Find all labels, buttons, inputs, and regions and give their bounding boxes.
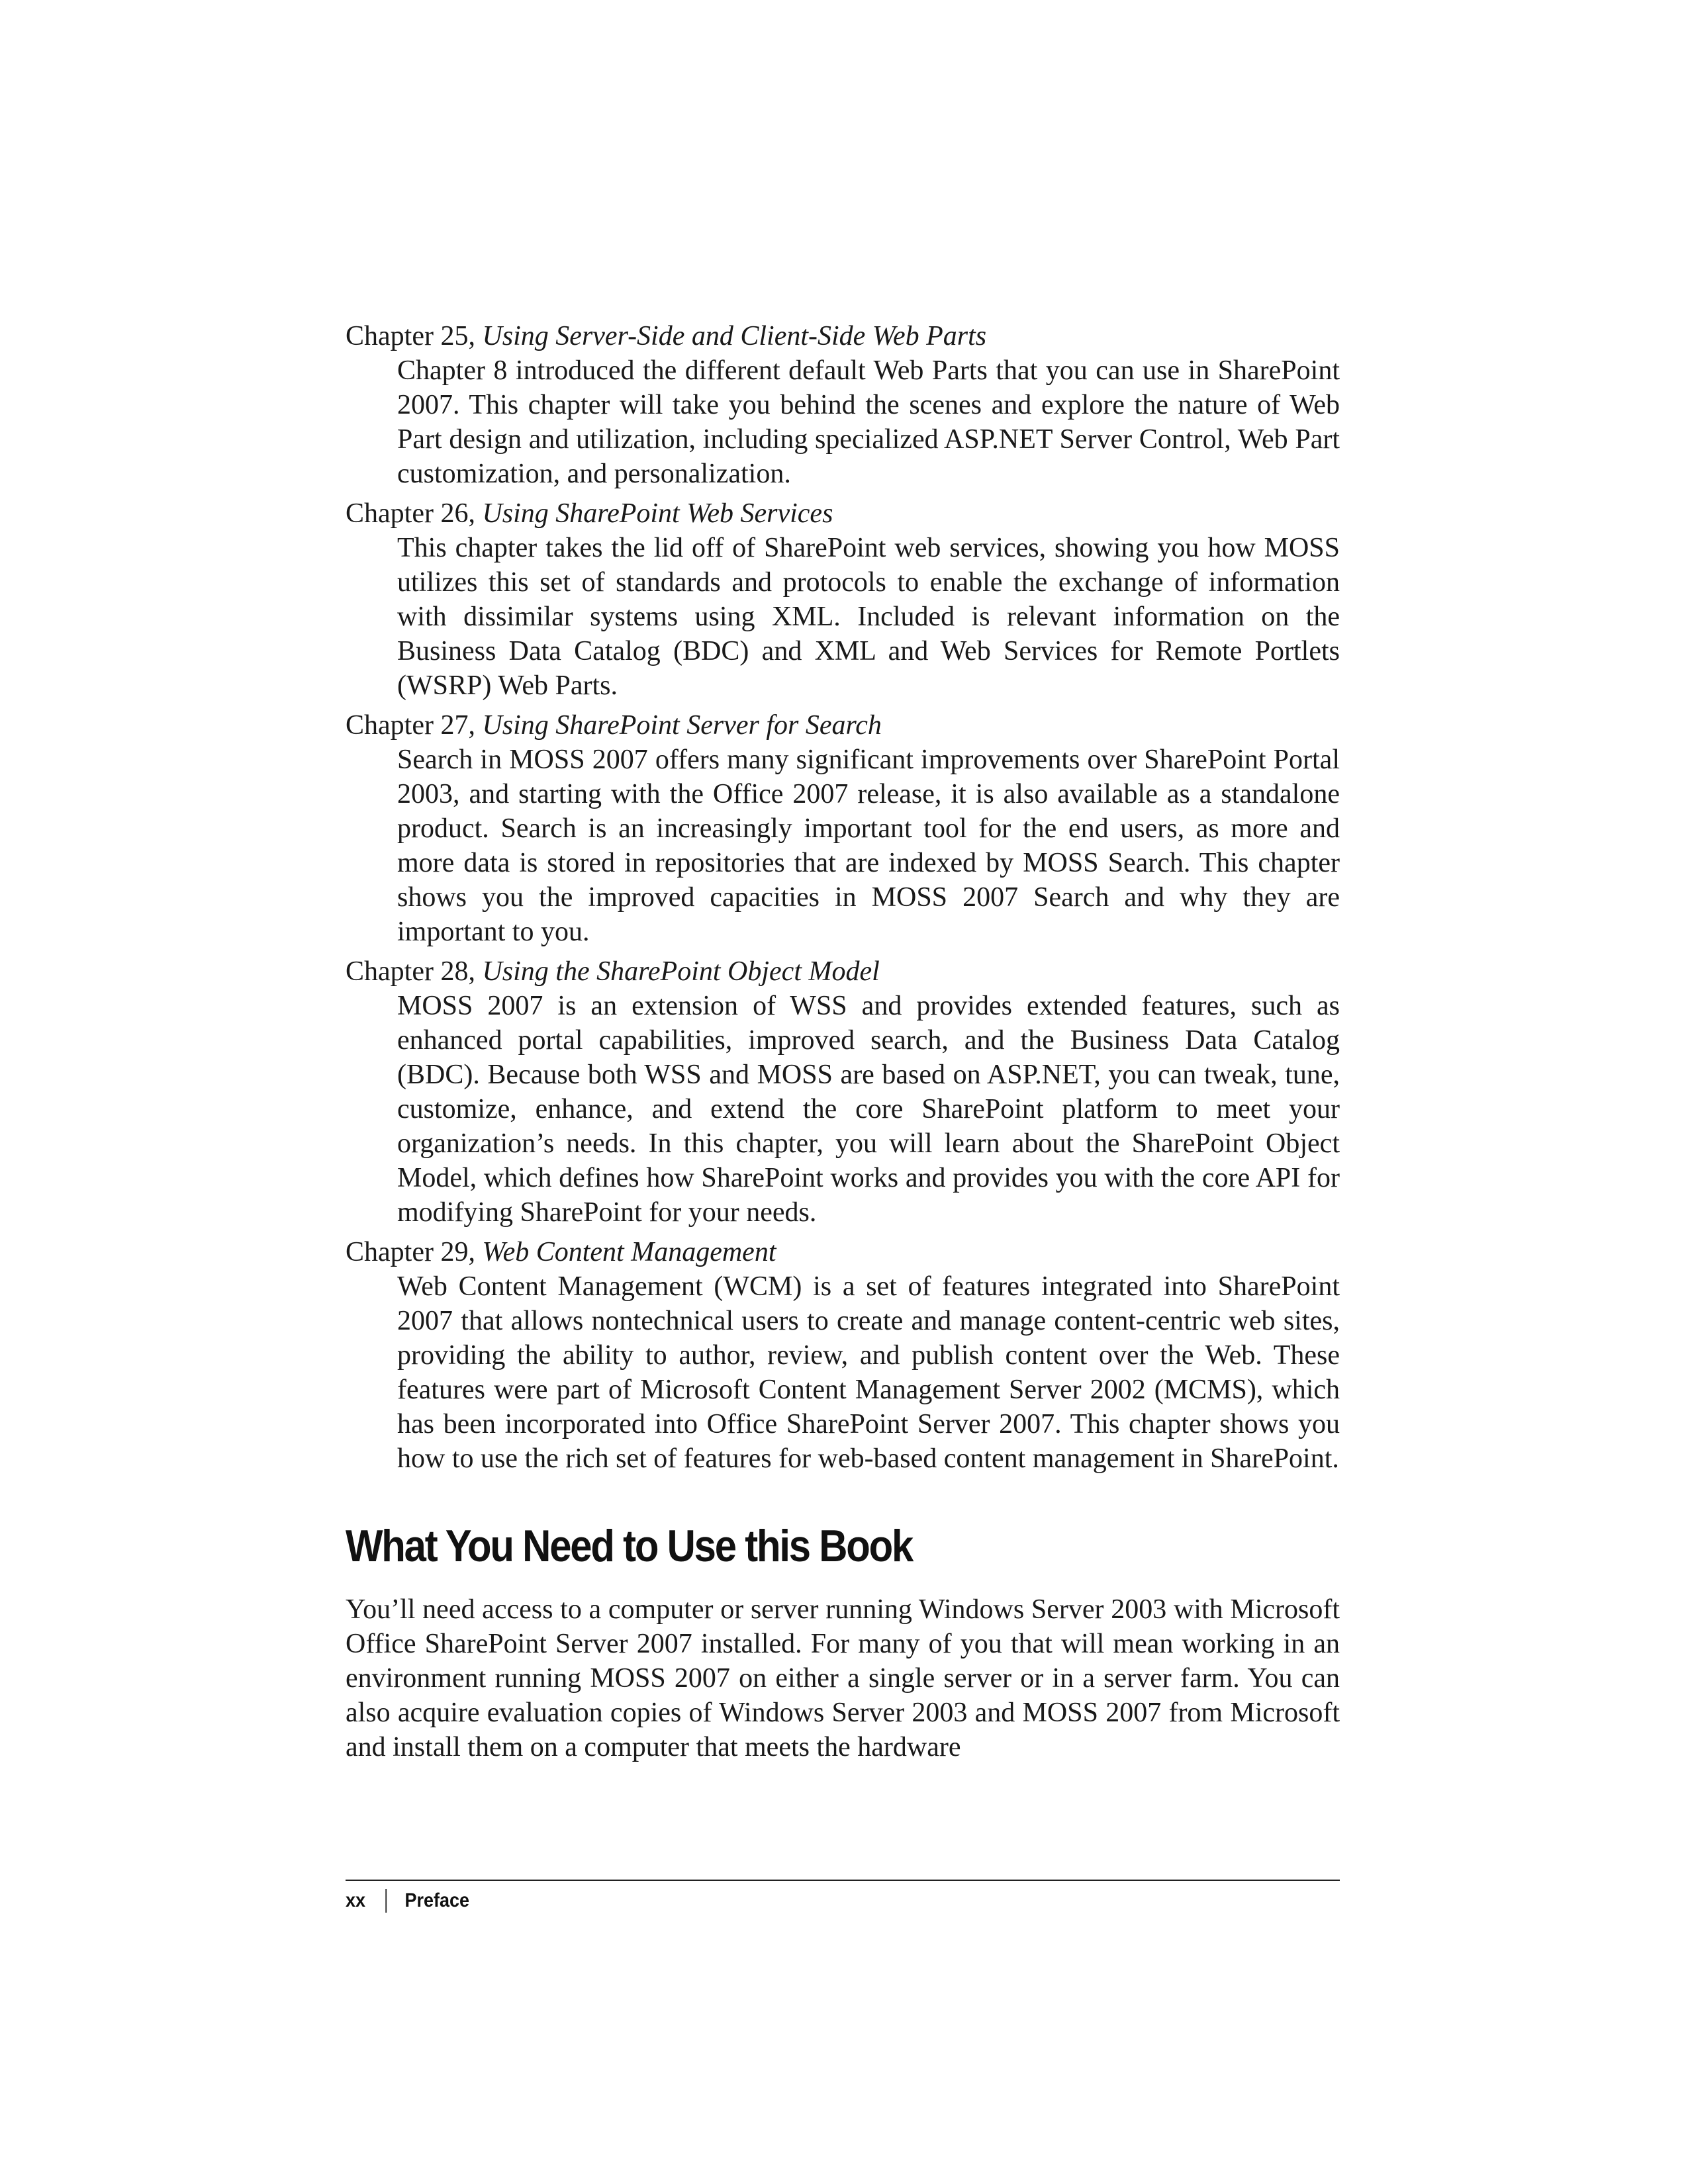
chapter-label: Chapter 29,: [346, 1237, 475, 1267]
chapter-title: Web Content Management: [482, 1237, 776, 1267]
chapter-label: Chapter 26,: [346, 498, 475, 529]
chapter-description: MOSS 2007 is an extension of WSS and provides extended features, such as enhanced portal capabilities, improved search, and the Business Data Catalog (BDC). Because both WSS and MOSS are based on ASP.NET, you can tweak, tune, customize, enhance, and extend the core SharePoint platform to meet your organization’s needs. In this chapter, you will learn about the SharePoint Object Model, which defines how SharePoint works and provides you with the core API for modifying SharePoint for your needs.: [397, 991, 1340, 1228]
page-content: [346, 319, 1340, 1764]
chapter-title: Using SharePoint Web Services: [482, 498, 833, 529]
chapter-label: Chapter 27,: [346, 710, 475, 741]
chapter-entry-29: [346, 1235, 1340, 1476]
footer-separator: [386, 1889, 387, 1913]
chapter-description: Chapter 8 introduced the different default Web Parts that you can use in SharePoint 2007. This chapter will take you behind the scenes and explore the nature of Web Part design and utilization, including specialized ASP.NET Server Control, Web Part customization, and personalization.: [397, 355, 1340, 489]
section-paragraph: You’ll need access to a computer or server running Windows Server 2003 with Microsoft Office SharePoint Server 2007 installed. For many of you that will mean working in an environment running MOSS 2007 on either a single server or in a server farm. You can also acquire evaluation copies of Windows Server 2003 and MOSS 2007 from Microsoft and install them on a computer that meets the hardware: [346, 1594, 1340, 1762]
chapter-heading: [346, 1235, 1340, 1269]
chapter-heading: [346, 496, 1340, 531]
chapter-title: Using Server-Side and Client-Side Web Parts: [482, 321, 987, 351]
chapter-entry-27: [346, 708, 1340, 949]
section-heading: What You Need to Use this Book: [346, 1521, 913, 1571]
chapter-description: This chapter takes the lid off of SharePoint web services, showing you how MOSS utilizes this set of standards and protocols to enable the exchange of information with dissimilar systems using XML. Included is relevant information on the Business Data Catalog (BDC) and XML and Web Services for Remote Portlets (WSRP) Web Parts.: [397, 533, 1340, 701]
chapter-label: Chapter 25,: [346, 321, 475, 351]
chapter-entry-28: [346, 954, 1340, 1230]
chapter-title: Using SharePoint Server for Search: [482, 710, 882, 741]
chapter-title: Using the SharePoint Object Model: [482, 956, 880, 987]
chapter-entry-25: [346, 319, 1340, 491]
footer-section-name: Preface: [404, 1889, 470, 1911]
chapter-description: Web Content Management (WCM) is a set of features integrated into SharePoint 2007 that allows nontechnical users to create and manage content-centric web sites, providing the ability to author, review, and publish content over the Web. These features were part of Microsoft Content Management Server 2002 (MCMS), which has been incorporated into Office SharePoint Server 2007. This chapter shows you how to use the rich set of features for web-based content management in SharePoint.: [397, 1271, 1340, 1474]
page-number: xx: [346, 1889, 366, 1911]
chapter-heading: [346, 319, 1340, 353]
chapter-heading: [346, 954, 1340, 989]
chapter-label: Chapter 28,: [346, 956, 475, 987]
page-footer: [346, 1888, 469, 1914]
chapter-description: Search in MOSS 2007 offers many significant improvements over SharePoint Portal 2003, and starting with the Office 2007 release, it is also available as a standalone product. Search is an increasingly important tool for the end users, as more and more data is stored in repositories that are indexed by MOSS Search. This chapter shows you the improved capacities in MOSS 2007 Search and why they are important to you.: [397, 745, 1340, 947]
footer-rule: [346, 1880, 1340, 1881]
chapter-entry-26: [346, 496, 1340, 703]
chapter-heading: [346, 708, 1340, 743]
